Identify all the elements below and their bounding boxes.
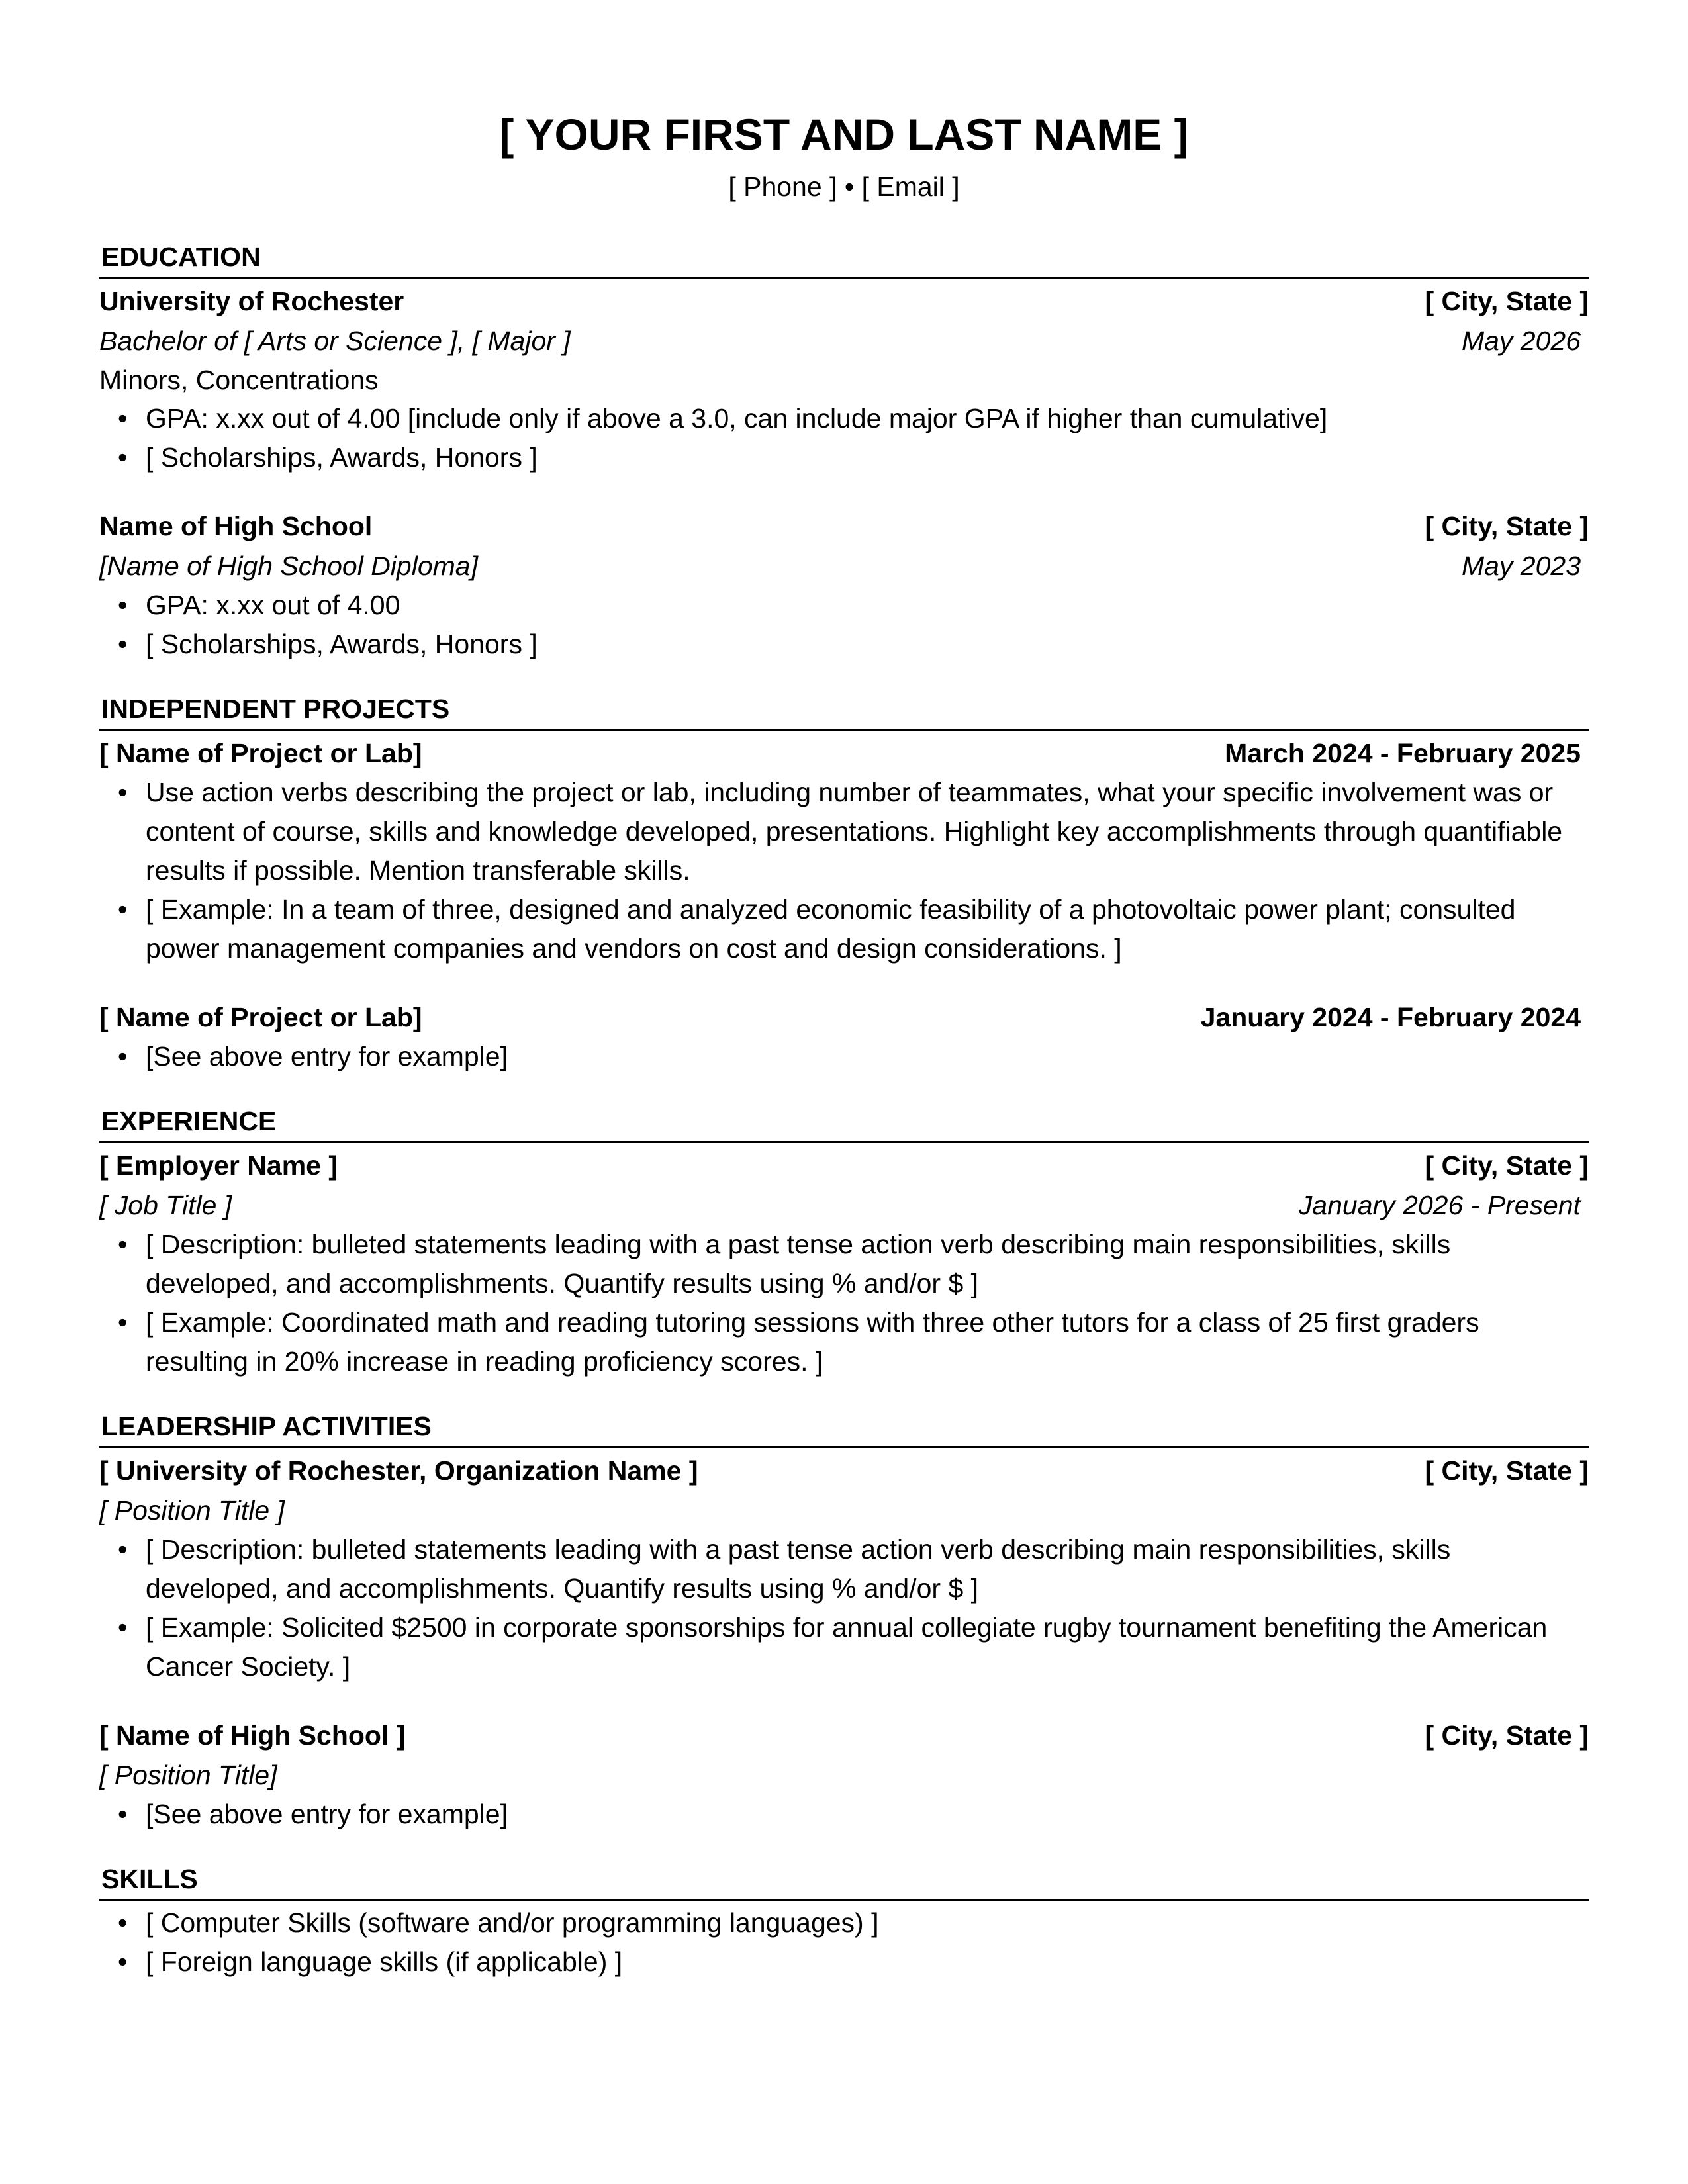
bullet-list (99, 399, 1589, 477)
bullet-item: • [ Description: bulleted statements leading with a past tense action verb describing main responsibilities, skills developed, and accomplishments. Quantify results using % and/or $ ] (99, 1225, 1589, 1303)
section-heading: SKILLS (99, 1860, 1589, 1901)
contact-line: [ Phone ] • [ Email ] (728, 171, 960, 202)
organization-location: [ City, State ] (1425, 1720, 1589, 1751)
bullet-item: • GPA: x.xx out of 4.00 (99, 586, 1589, 625)
experience-entry (99, 1146, 1589, 1381)
school-location: [ City, State ] (1425, 286, 1589, 316)
project-entry (99, 997, 1589, 1076)
experience-section (99, 1103, 1589, 1381)
project-entry (99, 733, 1589, 968)
graduation-date: May 2023 (1461, 551, 1581, 581)
education-entry (99, 281, 1589, 477)
bullet-item: • [ Scholarships, Awards, Honors ] (99, 438, 1589, 477)
candidate-name: [ YOUR FIRST AND LAST NAME ] (499, 110, 1189, 159)
employer-name: [ Employer Name ] (99, 1150, 338, 1181)
bullet-list (99, 1795, 1589, 1834)
leadership-entry (99, 1715, 1589, 1834)
organization-name: [ University of Rochester, Organization Name ] (99, 1455, 698, 1486)
section-heading: LEADERSHIP ACTIVITIES (99, 1408, 1589, 1448)
minors-line: Minors, Concentrations (99, 365, 379, 395)
bullet-item: • [ Example: Solicited $2500 in corporate sponsorships for annual collegiate rugby tournament benefiting the American Cancer Society. ] (99, 1608, 1589, 1686)
degree: Bachelor of [ Arts or Science ], [ Major ] (99, 326, 571, 356)
skills-section (99, 1860, 1589, 1981)
bullet-item: • [ Scholarships, Awards, Honors ] (99, 625, 1589, 664)
bullet-item: • GPA: x.xx out of 4.00 [include only if above a 3.0, can include major GPA if higher than cumulative] (99, 399, 1589, 438)
education-section (99, 238, 1589, 664)
bullet-item: • [See above entry for example] (99, 1037, 1589, 1076)
organization-name: [ Name of High School ] (99, 1720, 406, 1751)
job-title: [ Job Title ] (99, 1190, 232, 1220)
degree: [Name of High School Diploma] (99, 551, 478, 581)
bullet-item: • [ Example: In a team of three, designed and analyzed economic feasibility of a photovoltaic power plant; consulted power management companies and vendors on cost and design considerations. ] (99, 890, 1589, 968)
resume-body (99, 238, 1589, 2008)
bullet-list (99, 1037, 1589, 1076)
project-dates: March 2024 - February 2025 (1225, 738, 1581, 768)
bullet-list (99, 1530, 1589, 1686)
bullet-list (99, 586, 1589, 664)
projects-section (99, 690, 1589, 1076)
leadership-section (99, 1408, 1589, 1834)
school-name: University of Rochester (99, 286, 404, 316)
position-title: [ Position Title] (99, 1760, 277, 1790)
employer-location: [ City, State ] (1425, 1150, 1589, 1181)
resume-header (0, 105, 1688, 206)
position-title: [ Position Title ] (99, 1495, 285, 1525)
education-entry (99, 506, 1589, 664)
project-dates: January 2024 - February 2024 (1200, 1002, 1581, 1032)
section-heading: EDUCATION (99, 238, 1589, 279)
bullet-item: • [ Example: Coordinated math and reading tutoring sessions with three other tutors for a class of 25 first graders resulting in 20% increase in reading proficiency scores. ] (99, 1303, 1589, 1381)
bullet-item: • [See above entry for example] (99, 1795, 1589, 1834)
project-name: [ Name of Project or Lab] (99, 1002, 422, 1032)
bullet-item: • [ Computer Skills (software and/or programming languages) ] (99, 1903, 1589, 1942)
graduation-date: May 2026 (1461, 326, 1581, 356)
bullet-list (99, 1225, 1589, 1381)
bullet-item: • [ Foreign language skills (if applicable) ] (99, 1942, 1589, 1981)
bullet-list (99, 1903, 1589, 1981)
bullet-list (99, 773, 1589, 968)
school-location: [ City, State ] (1425, 511, 1589, 541)
bullet-item: • [ Description: bulleted statements leading with a past tense action verb describing main responsibilities, skills developed, and accomplishments. Quantify results using % and/or $ ] (99, 1530, 1589, 1608)
bullet-item: • Use action verbs describing the project or lab, including number of teammates, what your specific involvement was or content of course, skills and knowledge developed, presentations. Highlight key accomplishments through quantifiable results if possible. Mention transferable skills. (99, 773, 1589, 890)
project-name: [ Name of Project or Lab] (99, 738, 422, 768)
school-name: Name of High School (99, 511, 373, 541)
section-heading: INDEPENDENT PROJECTS (99, 690, 1589, 731)
leadership-entry (99, 1451, 1589, 1686)
organization-location: [ City, State ] (1425, 1455, 1589, 1486)
job-dates: January 2026 - Present (1298, 1190, 1581, 1220)
section-heading: EXPERIENCE (99, 1103, 1589, 1143)
